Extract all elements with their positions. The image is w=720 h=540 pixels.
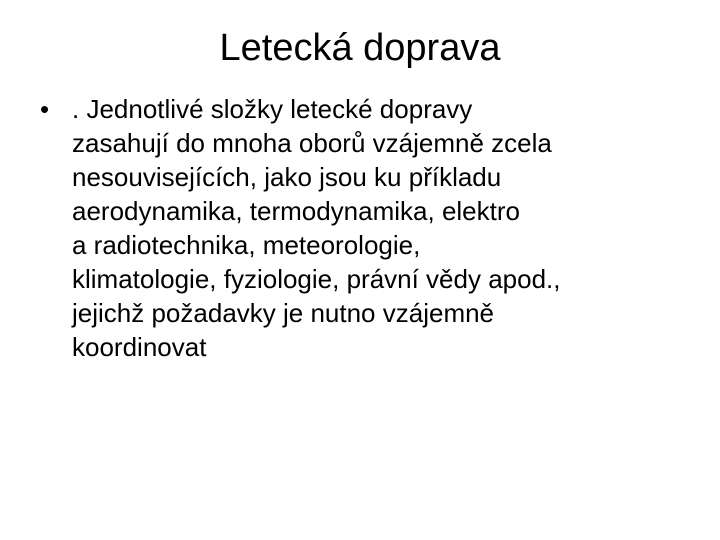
- bullet-item: [40, 92, 690, 364]
- bullet-text-line: zasahují do mnoha oborů vzájemně zcela: [72, 128, 552, 158]
- bullet-text-line: jejichž požadavky je nutno vzájemně: [72, 298, 495, 328]
- bullet-icon: •: [40, 94, 50, 124]
- bullet-text-line: . Jednotlivé složky letecké dopravy: [72, 94, 473, 124]
- bullet-text-line: nesouvisejících, jako jsou ku příkladu: [72, 162, 502, 192]
- bullet-text-line: koordinovat: [72, 332, 207, 362]
- bullet-text-line: a radiotechnika, meteorologie,: [72, 230, 421, 260]
- bullet-list: [40, 92, 690, 364]
- bullet-text-line: klimatologie, fyziologie, právní vědy apod.,: [72, 264, 561, 294]
- bullet-text-line: aerodynamika, termodynamika, elektro: [72, 196, 520, 226]
- slide-title: Letecká doprava: [219, 27, 501, 69]
